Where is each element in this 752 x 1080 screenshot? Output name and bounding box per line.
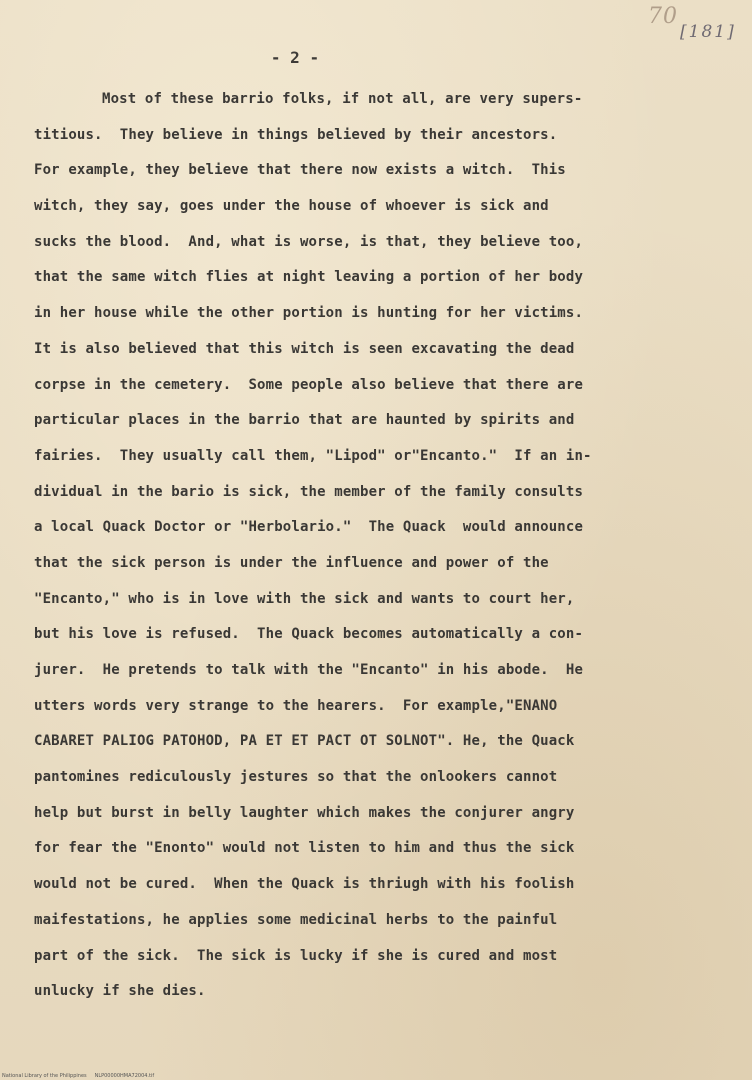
text-line: corpse in the cemetery. Some people also believe that there are [34, 376, 584, 393]
text-line: in her house while the other portion is hunting for her victims. [34, 305, 584, 322]
text-line: for fear the "Enonto" would not listen to him and thus the sick [34, 840, 575, 857]
text-line: CABARET PALIOG PATOHOD, PA ET ET PACT OT SOLNOT". He, the Quack [34, 733, 575, 750]
text-line: Most of these barrio folks, if not all, are very supers- [102, 91, 583, 107]
text-line: pantomines rediculously jestures so that the onlookers cannot [34, 769, 558, 786]
text-line: It is also believed that this witch is seen excavating the dead [34, 340, 575, 357]
page-number: - 2 - [270, 48, 320, 67]
body-paragraph [34, 82, 724, 1010]
text-line: that the same witch flies at night leaving a portion of her body [34, 269, 584, 286]
text-line: a local Quack Doctor or "Herbolario." The Quack would announce [34, 519, 584, 536]
text-line: part of the sick. The sick is lucky if she is cured and most [34, 947, 558, 964]
text-line: sucks the blood. And, what is worse, is that, they believe too, [34, 233, 584, 250]
scan-footer: National Library of the Philippines NLP00000HMA72004.tif [2, 1073, 155, 1079]
text-line: help but burst in belly laughter which makes the conjurer angry [34, 804, 575, 821]
text-line: that the sick person is under the influence and power of the [34, 554, 549, 571]
text-line: fairies. They usually call them, "Lipod" or"Encanto." If an in- [34, 447, 592, 464]
text-line: maifestations, he applies some medicinal herbs to the painful [34, 911, 558, 928]
text-line: titious. They believe in things believed by their ancestors. [34, 126, 558, 143]
text-line: particular places in the barrio that are haunted by spirits and [34, 412, 575, 429]
text-line: witch, they say, goes under the house of whoever is sick and [34, 198, 549, 215]
handwritten-page-number: 70 [648, 4, 678, 29]
text-line: utters words very strange to the hearers. For example,"ENANO [34, 697, 558, 714]
text-line: For example, they believe that there now exists a witch. This [34, 162, 566, 179]
text-line: unlucky if she dies. [34, 983, 206, 1000]
text-line: "Encanto," who is in love with the sick and wants to court her, [34, 590, 575, 607]
text-line: dividual in the bario is sick, the member of the family consults [34, 483, 584, 500]
text-line: would not be cured. When the Quack is thriugh with his foolish [34, 876, 575, 893]
text-line: but his love is refused. The Quack becomes automatically a con- [34, 626, 584, 643]
handwritten-bracket-number: [181] [680, 22, 736, 42]
text-line: jurer. He pretends to talk with the "Encanto" in his abode. He [34, 662, 584, 678]
